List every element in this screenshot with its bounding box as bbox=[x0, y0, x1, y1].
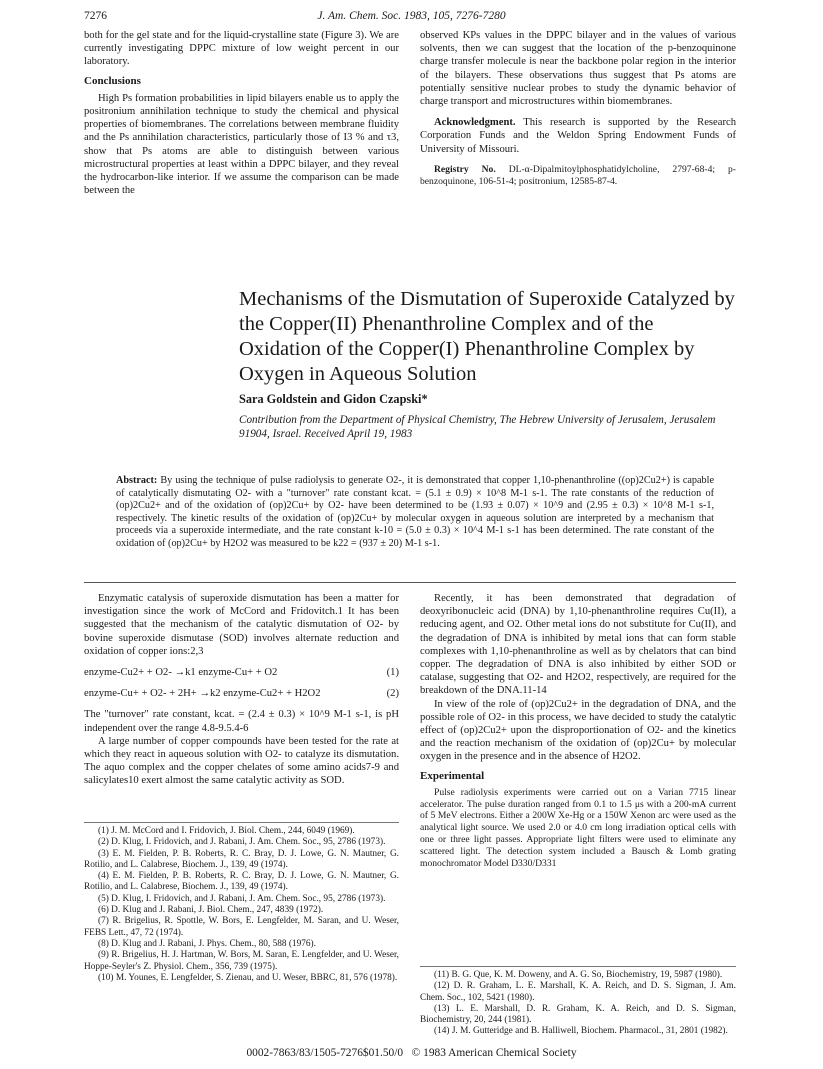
paragraph: A large number of copper compounds have been tested for the rate at which they react in aqueous solution with O2- to catalyze its dismutation. The aquo complex and the copper chelates of some amino acids7-9 and salicylates10 exert almost the same catalytic activity as SOD. bbox=[84, 735, 399, 787]
running-header: J. Am. Chem. Soc. 1983, 105, 7276-7280 bbox=[317, 10, 506, 22]
reference-item: (13) L. E. Marshall, D. R. Graham, K. A. Reich, and D. S. Sigman, Biochemistry, 20, 244 (1981). bbox=[420, 1003, 736, 1026]
paragraph: In view of the role of (op)2Cu2+ in the degradation of DNA, and the possible role of O2- in this process, we have decided to study the catalytic effect of (op)2Cu2+ upon the disproportionation of O2- and the kinetics and the reaction mechanism of the oxidation of (op)2Cu+ by molecular oxygen in the presence and in the absence of H2O2. bbox=[420, 698, 736, 763]
abstract-label: Abstract: bbox=[116, 475, 158, 486]
reference-item: (11) B. G. Que, K. M. Doweny, and A. G. So, Biochemistry, 19, 5987 (1980). bbox=[434, 970, 723, 980]
reference-item: (10) M. Younes, E. Lengfelder, S. Zienau, and U. Weser, BBRC, 81, 576 (1978). bbox=[98, 972, 398, 983]
ack-label: Acknowledgment. bbox=[434, 117, 516, 129]
affiliation: Contribution from the Department of Physical Chemistry, The Hebrew University of Jerusalem, Jerusalem 91904, Israel. Received April 19, 1983 bbox=[239, 414, 716, 440]
reference-item: (12) D. R. Graham, L. E. Marshall, K. A. Reich, and D. S. Sigman, J. Am. Chem. Soc., 102, 5421 (1980). bbox=[420, 981, 736, 1003]
equation-2-number: (2) bbox=[386, 688, 399, 700]
paragraph: observed KPs values in the DPPC bilayer and in the values of various solvents, then we can suggest that the location of the p-benzoquinone charge transfer molecule is near the backbone polar region in the interior of the bilayers. These observations thus suggest that Ps atoms are potentially sensitive nuclear probes to study the dynamic behavior of charge transport and microstructures within biomembranes. bbox=[420, 30, 736, 108]
acknowledgment bbox=[420, 116, 736, 156]
paragraph: Pulse radiolysis experiments were carried out on a Varian 7715 linear accelerator. The pulse duration ranged from 0.1 to 1.5 μs with a 200-mA current of 5 MeV electrons. Either a 200W Xe-Hg or a 150W Xenon arc were used as the analytical light source. We used 2.0 or 4.0 cm long irradiation optical cells with one or three light passes. Appropriate light filters were used to eliminate any scattered light. The detection system included a Bausch & Lomb grating monochromator Model D330/D331 bbox=[420, 786, 736, 869]
ack-text: This research is supported by the Research Corporation Funds and the Weldon Spring Endowment Funds of University of Missouri. bbox=[420, 117, 736, 155]
paragraph: both for the gel state and for the liquid-crystalline state (Figure 3). We are currently investigating DPPC mixture of low weight percent in our laboratory. bbox=[84, 30, 399, 68]
paragraph: Enzymatic catalysis of superoxide dismutation has been a matter for investigation since the work of McCord and Fridovitch.1 It has been suggested that the mechanism of the catalytic dismutation of O2- by bovine superoxide dismutase (SOD) involves alternate reduction and oxidation of copper ions:2,3 bbox=[84, 593, 399, 657]
reference-item: (1) J. M. McCord and I. Fridovich, J. Biol. Chem., 244, 6049 (1969). bbox=[98, 826, 355, 836]
references-left bbox=[84, 826, 399, 984]
section-heading: Experimental bbox=[420, 769, 485, 782]
references-right bbox=[420, 970, 736, 1038]
registry-label: Registry No. bbox=[434, 163, 496, 175]
reference-item: (4) E. M. Fielden, P. B. Roberts, R. C. Bray, D. J. Lowe, G. N. Mautner, G. Rotilio, and L. Calabrese, Biochem. J., 139, 49 (1974). bbox=[84, 871, 399, 893]
reference-item: (3) E. M. Fielden, P. B. Roberts, R. C. Bray, D. J. Lowe, G. N. Mautner, G. Rotilio, and L. Calabrese, Biochem. J., 139, 49 (1974). bbox=[84, 848, 399, 870]
prev-article-left-column bbox=[84, 29, 399, 197]
copyright: © 1983 American Chemical Society bbox=[411, 1047, 577, 1059]
paragraph: High Ps formation probabilities in lipid bilayers enable us to apply the positronium annihilation technique to study the chemical and physical properties of biomembranes. The correlations between membrane fluidity and the Ps annihilation characteristics, particularly those of I3 % and τ3, show that Ps atoms are able to distinguish between various microstructural properties at least within a DPPC bilayer, and they reveal the hydrocarbon-like interior. If we assume the comparison can be made between the bbox=[84, 92, 399, 197]
equation-2-text: enzyme-Cu+ + O2- + 2H+ →k2 enzyme-Cu2+ + H2O2 bbox=[84, 688, 321, 700]
article-title: Mechanisms of the Dismutation of Superoxide Catalyzed by the Copper(II) Phenanthroline Complex and of the Oxidation of the Copper(I) Phenanthroline Complex by Oxygen in Aqueous Solution bbox=[239, 288, 735, 385]
abstract-text: By using the technique of pulse radiolysis to generate O2-, it is demonstrated that copper 1,10-phenanthroline ((op)2Cu2+) is capable of catalytically dismutating O2- with a "turnover" rate constant kcat. = (5.1 ± 0.9) × 10^8 M-1 s-1. The rate constants of the reduction of (op)2Cu2+ and of the oxidation of (op)2Cu+ by O2- have been determined to be (1.93 ± 0.07) × 10^9 and (2.95 ± 0.3) × 10^8 M-1 s-1, respectively. The kinetic results of the oxidation of (op)2Cu+ by molecular oxygen in aqueous solution are interpreted by a mechanism that proceeds via a superoxide intermediate, and the rate constant k-10 = (5.0 ± 0.3) × 10^4 M-1 s-1 has been determined. The rate constant of the oxidation of (op)2Cu+ by H2O2 was measured to be k22 = (937 ± 20) M-1 s-1. bbox=[116, 475, 714, 549]
page-footer bbox=[0, 1047, 823, 1059]
reference-item: (7) R. Brigelius, R. Spottle, W. Bors, E. Lengfelder, M. Saran, and U. Weser, FEBS Lett., 47, 72 (1974). bbox=[84, 916, 399, 938]
equation-1 bbox=[84, 666, 399, 679]
body-left-column bbox=[84, 592, 399, 788]
prev-article-right-column bbox=[420, 29, 736, 188]
footnote-divider-right bbox=[420, 966, 736, 967]
abstract-divider bbox=[84, 582, 736, 583]
section-heading: Conclusions bbox=[84, 74, 141, 87]
authors: Sara Goldstein and Gidon Czapski* bbox=[239, 392, 428, 406]
reference-item: (6) D. Klug and J. Rabani, J. Biol. Chem., 247, 4839 (1972). bbox=[98, 905, 324, 916]
reference-item: (5) D. Klug, I. Fridovich, and J. Rabani, J. Am. Chem. Soc., 95, 2786 (1973). bbox=[98, 893, 386, 904]
reference-item: (14) J. M. Gutteridge and B. Halliwell, Biochem. Pharmacol., 31, 2801 (1982). bbox=[434, 1026, 728, 1037]
equation-1-number: (1) bbox=[386, 667, 399, 679]
registry-numbers bbox=[420, 164, 736, 188]
journal-code: 0002-7863/83/1505-7276$01.50/0 bbox=[246, 1047, 404, 1059]
paragraph: The "turnover" rate constant, kcat. = (2.4 ± 0.3) × 10^9 M-1 s-1, is pH independent over the range 4.8-9.5.4-6 bbox=[84, 709, 399, 734]
page-number: 7276 bbox=[84, 10, 107, 22]
equation-1-text: enzyme-Cu2+ + O2- →k1 enzyme-Cu+ + O2 bbox=[84, 667, 278, 679]
paragraph: Recently, it has been demonstrated that degradation of deoxyribonucleic acid (DNA) by 1,10-phenanthroline requires Cu(II), a reducing agent, and O2. Other metal ions do not substitute for Cu(II), and the degradation of DNA is inhibited by metal ions that can form stable complexes with 1,10-phenanthroline as well as by chelators that can bind copper. The degradation of DNA is also inhibited by either SOD or catalase, suggesting that O2- and H2O2, respectively, are required for the breakdown of the DNA.11-14 bbox=[420, 593, 736, 697]
reference-item: (8) D. Klug and J. Rabani, J. Phys. Chem., 80, 588 (1976). bbox=[98, 938, 316, 949]
equation-2 bbox=[84, 687, 399, 700]
reference-item: (9) R. Brigelius, H. J. Hartman, W. Bors, M. Saran, E. Lengfelder, and U. Weser, Hoppe-Seyler's Z. Physiol. Chem., 356, 739 (1975). bbox=[84, 950, 399, 972]
abstract bbox=[116, 475, 714, 551]
reference-item: (2) D. Klug, I. Fridovich, and J. Rabani, J. Am. Chem. Soc., 95, 2786 (1973). bbox=[98, 837, 386, 848]
registry-text: DL-α-Dipalmitoylphosphatidylcholine, 2797-68-4; p-benzoquinone, 106-51-4; positronium, 12585-87-4. bbox=[420, 163, 737, 187]
body-right-column bbox=[420, 592, 736, 869]
footnote-divider-left bbox=[84, 822, 399, 823]
